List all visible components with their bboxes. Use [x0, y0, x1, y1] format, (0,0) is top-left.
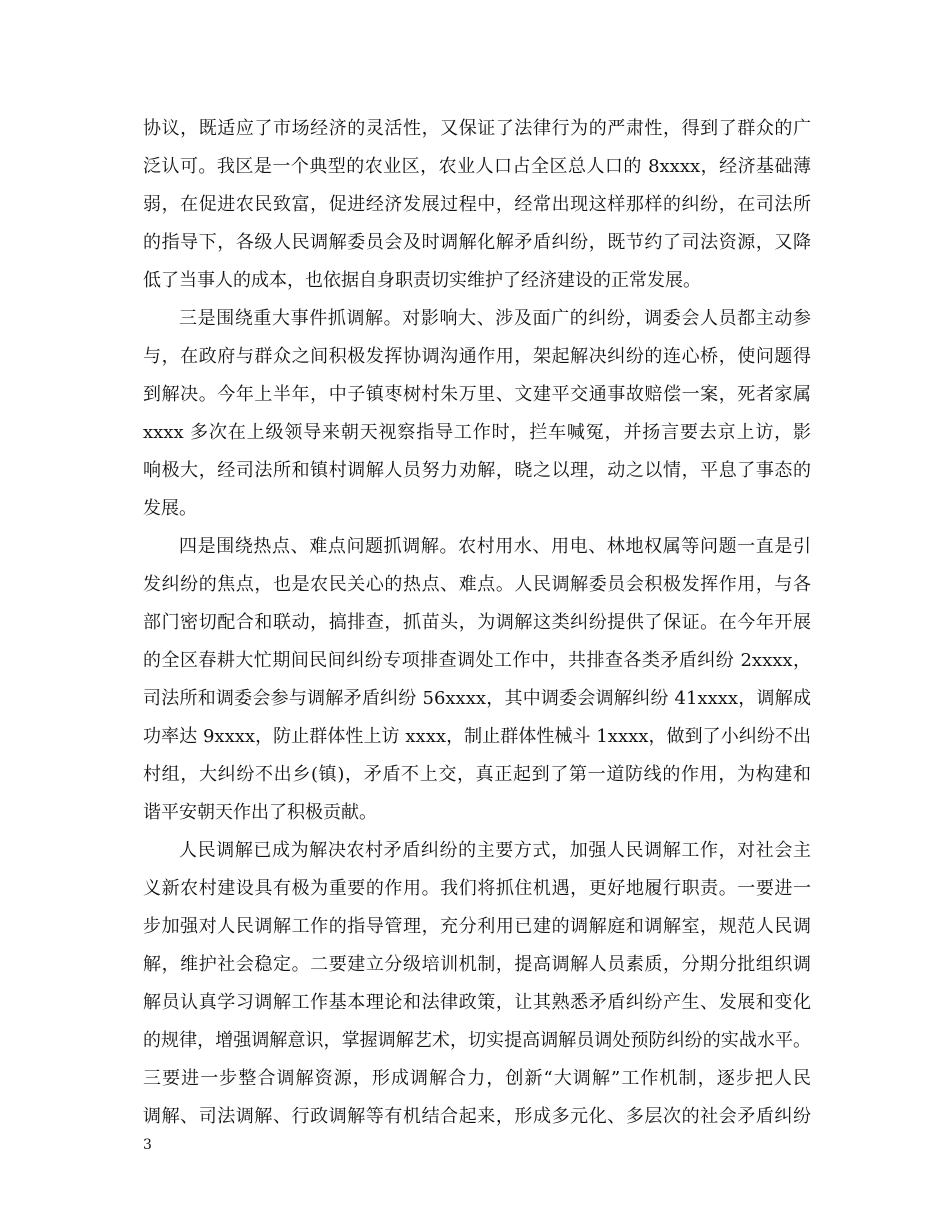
text-line: 发展。 — [143, 498, 197, 519]
page-number: 3 — [143, 1137, 152, 1153]
text-line: 谐平安朝天作出了积极贡献。 — [143, 802, 377, 823]
text-line: 的规律，增强调解意识，掌握调解艺术，切实提高调解员调处预防纠纷的实战水平。 — [143, 1030, 811, 1051]
text-line: 解员认真学习调解工作基本理论和法律政策，让其熟悉矛盾纠纷产生、发展和变化 — [143, 992, 811, 1013]
text-line: 低了当事人的成本，也依据自身职责切实维护了经济建设的正常发展。 — [143, 270, 701, 291]
text-line: 义新农村建设具有极为重要的作用。我们将抓住机遇，更好地履行职责。一要进一 — [143, 878, 811, 899]
text-line: 与，在政府与群众之间积极发挥协调沟通作用，架起解决纠纷的连心桥，使问题得 — [143, 346, 811, 367]
paragraph-first-line: 三是围绕重大事件抓调解。对影响大、涉及面广的纠纷，调委会人员都主动参 — [179, 308, 811, 329]
text-line: 泛认可。我区是一个典型的农业区，农业人口占全区总人口的 8xxxx，经济基础薄 — [143, 156, 811, 177]
text-line: 的指导下，各级人民调解委员会及时调解化解矛盾纠纷，既节约了司法资源，又降 — [143, 232, 811, 253]
text-line: 的全区春耕大忙期间民间纠纷专项排查调处工作中，共排查各类矛盾纠纷 2xxxx， — [143, 650, 811, 671]
text-line: 功率达 9xxxx，防止群体性上访 xxxx，制止群体性械斗 1xxxx，做到了小纠纷不出 — [143, 726, 811, 747]
text-line: 协议，既适应了市场经济的灵活性，又保证了法律行为的严肃性，得到了群众的广 — [143, 118, 811, 139]
text-line: 村组，大纠纷不出乡(镇)，矛盾不上交，真正起到了第一道防线的作用，为构建和 — [143, 764, 811, 785]
text-line: 调解、司法调解、行政调解等有机结合起来，形成多元化、多层次的社会矛盾纠纷 — [143, 1106, 811, 1127]
text-line: 发纠纷的焦点，也是农民关心的热点、难点。人民调解委员会积极发挥作用，与各 — [143, 574, 811, 595]
text-line: 部门密切配合和联动，搞排查，抓苗头，为调解这类纠纷提供了保证。在今年开展 — [143, 612, 811, 633]
text-line: 三要进一步整合调解资源，形成调解合力，创新“大调解”工作机制，逐步把人民 — [143, 1068, 811, 1089]
text-line: 步加强对人民调解工作的指导管理，充分利用已建的调解庭和调解室，规范人民调 — [143, 916, 811, 937]
text-line: xxxx 多次在上级领导来朝天视察指导工作时，拦车喊冤，并扬言要去京上访，影 — [143, 422, 811, 443]
text-line: 司法所和调委会参与调解矛盾纠纷 56xxxx，其中调委会调解纠纷 41xxxx，调解成 — [143, 688, 811, 709]
paragraph-first-line: 四是围绕热点、难点问题抓调解。农村用水、用电、林地权属等问题一直是引 — [179, 536, 811, 557]
text-line: 解，维护社会稳定。二要建立分级培训机制，提高调解人员素质，分期分批组织调 — [143, 954, 811, 975]
text-line: 响极大，经司法所和镇村调解人员努力劝解，晓之以理，动之以情，平息了事态的 — [143, 460, 811, 481]
text-line: 弱，在促进农民致富，促进经济发展过程中，经常出现这样那样的纠纷，在司法所 — [143, 194, 811, 215]
paragraph-first-line: 人民调解已成为解决农村矛盾纠纷的主要方式，加强人民调解工作，对社会主 — [179, 840, 811, 861]
text-line: 到解决。今年上半年，中子镇枣树村朱万里、文建平交通事故赔偿一案，死者家属 — [143, 384, 811, 405]
